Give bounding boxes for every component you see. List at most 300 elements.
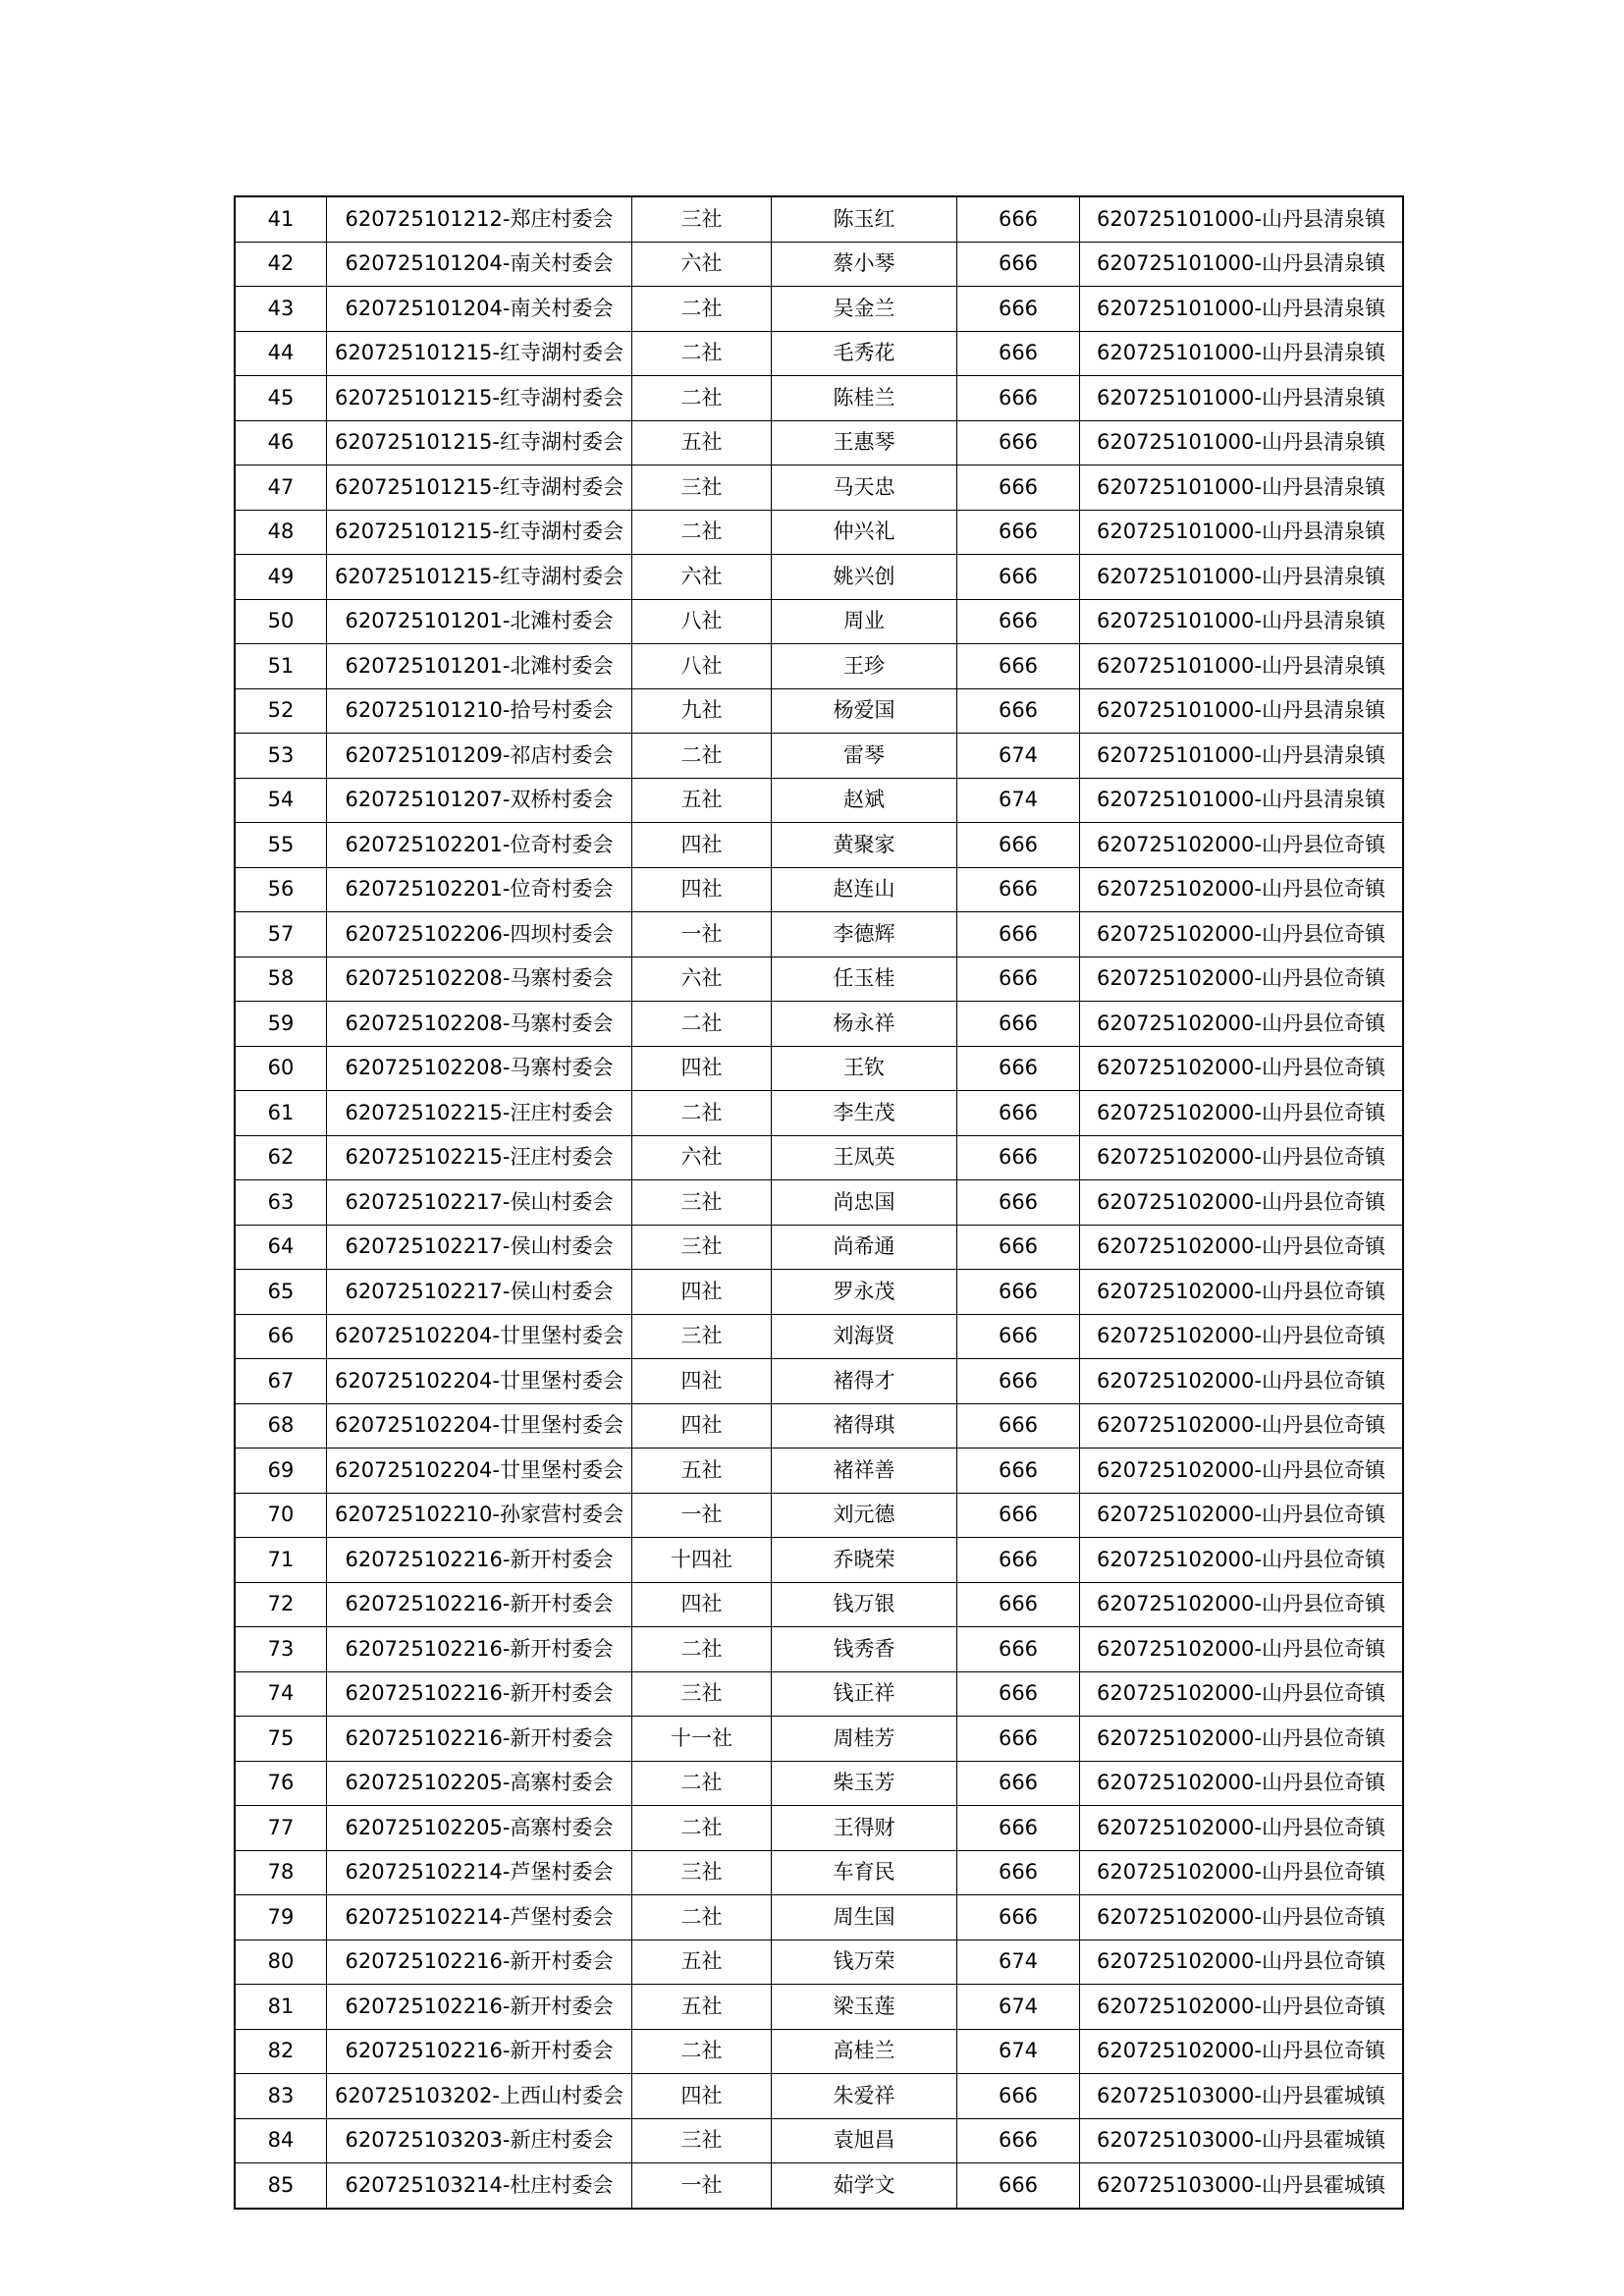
cell-township: 620725103000-山丹县霍城镇 (1080, 2163, 1404, 2209)
cell-row-number: 44 (235, 331, 327, 376)
cell-amount: 666 (957, 196, 1080, 242)
cell-village-group: 六社 (632, 242, 772, 287)
cell-row-number: 73 (235, 1627, 327, 1672)
cell-person-name: 尚忠国 (772, 1180, 957, 1226)
cell-village-committee: 620725102205-高寨村委会 (327, 1806, 632, 1851)
cell-row-number: 79 (235, 1895, 327, 1941)
cell-village-group: 二社 (632, 734, 772, 779)
cell-village-committee: 620725103203-新庄村委会 (327, 2118, 632, 2163)
cell-village-committee: 620725102214-芦堡村委会 (327, 1895, 632, 1941)
cell-amount: 666 (957, 1493, 1080, 1538)
cell-amount: 666 (957, 1403, 1080, 1449)
cell-village-committee: 620725101215-红寺湖村委会 (327, 331, 632, 376)
cell-village-committee: 620725102216-新开村委会 (327, 1538, 632, 1583)
table-row (235, 287, 1403, 332)
cell-village-group: 六社 (632, 555, 772, 600)
cell-township: 620725102000-山丹县位奇镇 (1080, 1225, 1404, 1270)
cell-village-group: 四社 (632, 823, 772, 868)
cell-person-name: 蔡小琴 (772, 242, 957, 287)
cell-village-group: 四社 (632, 1403, 772, 1449)
cell-village-committee: 620725102216-新开村委会 (327, 1671, 632, 1717)
cell-village-committee: 620725103214-杜庄村委会 (327, 2163, 632, 2209)
cell-village-group: 二社 (632, 2029, 772, 2074)
cell-village-committee: 620725101204-南关村委会 (327, 242, 632, 287)
cell-person-name: 黄聚家 (772, 823, 957, 868)
cell-village-group: 二社 (632, 1002, 772, 1047)
cell-row-number: 69 (235, 1449, 327, 1494)
cell-amount: 674 (957, 1985, 1080, 2030)
table-row (235, 331, 1403, 376)
cell-person-name: 褚得琪 (772, 1403, 957, 1449)
cell-row-number: 67 (235, 1359, 327, 1404)
cell-village-group: 五社 (632, 420, 772, 465)
cell-row-number: 42 (235, 242, 327, 287)
cell-village-group: 二社 (632, 510, 772, 555)
cell-township: 620725102000-山丹县位奇镇 (1080, 1359, 1404, 1404)
cell-village-committee: 620725102208-马寨村委会 (327, 1046, 632, 1091)
cell-village-group: 三社 (632, 1671, 772, 1717)
cell-amount: 666 (957, 1180, 1080, 1226)
cell-person-name: 褚祥善 (772, 1449, 957, 1494)
cell-township: 620725102000-山丹县位奇镇 (1080, 1314, 1404, 1359)
table-row (235, 1046, 1403, 1091)
cell-row-number: 45 (235, 376, 327, 421)
cell-amount: 666 (957, 1717, 1080, 1762)
cell-township: 620725102000-山丹县位奇镇 (1080, 1761, 1404, 1806)
cell-person-name: 李生茂 (772, 1091, 957, 1136)
cell-row-number: 46 (235, 420, 327, 465)
cell-village-group: 二社 (632, 1806, 772, 1851)
cell-person-name: 雷琴 (772, 734, 957, 779)
table-row (235, 1359, 1403, 1404)
cell-row-number: 84 (235, 2118, 327, 2163)
table-row (235, 2029, 1403, 2074)
cell-person-name: 吴金兰 (772, 287, 957, 332)
table-row (235, 1091, 1403, 1136)
cell-village-group: 一社 (632, 912, 772, 957)
table-row (235, 242, 1403, 287)
table-row (235, 1582, 1403, 1627)
cell-row-number: 53 (235, 734, 327, 779)
cell-township: 620725101000-山丹县清泉镇 (1080, 688, 1404, 734)
table-row (235, 1180, 1403, 1226)
table-row (235, 644, 1403, 689)
table-row (235, 1314, 1403, 1359)
cell-village-committee: 620725102201-位奇村委会 (327, 867, 632, 912)
cell-row-number: 66 (235, 1314, 327, 1359)
cell-village-group: 五社 (632, 1985, 772, 2030)
cell-village-group: 五社 (632, 1449, 772, 1494)
table-row (235, 376, 1403, 421)
table-row (235, 1985, 1403, 2030)
cell-person-name: 尚希通 (772, 1225, 957, 1270)
table-row (235, 1627, 1403, 1672)
cell-village-group: 二社 (632, 376, 772, 421)
cell-row-number: 57 (235, 912, 327, 957)
table-row (235, 599, 1403, 644)
cell-person-name: 陈玉红 (772, 196, 957, 242)
cell-row-number: 78 (235, 1850, 327, 1895)
cell-amount: 666 (957, 2118, 1080, 2163)
cell-person-name: 王钦 (772, 1046, 957, 1091)
cell-person-name: 赵连山 (772, 867, 957, 912)
cell-amount: 666 (957, 1850, 1080, 1895)
cell-row-number: 76 (235, 1761, 327, 1806)
table-row (235, 867, 1403, 912)
cell-person-name: 袁旭昌 (772, 2118, 957, 2163)
cell-row-number: 58 (235, 957, 327, 1002)
table-row (235, 957, 1403, 1002)
cell-amount: 666 (957, 1091, 1080, 1136)
cell-village-committee: 620725102204-廿里堡村委会 (327, 1314, 632, 1359)
cell-village-group: 二社 (632, 1091, 772, 1136)
cell-row-number: 43 (235, 287, 327, 332)
cell-village-group: 二社 (632, 331, 772, 376)
cell-row-number: 74 (235, 1671, 327, 1717)
table-row (235, 465, 1403, 511)
table-row (235, 1761, 1403, 1806)
cell-township: 620725102000-山丹县位奇镇 (1080, 823, 1404, 868)
table-row (235, 2163, 1403, 2209)
cell-row-number: 75 (235, 1717, 327, 1762)
cell-amount: 666 (957, 1582, 1080, 1627)
cell-row-number: 64 (235, 1225, 327, 1270)
cell-person-name: 钱秀香 (772, 1627, 957, 1672)
cell-village-committee: 620725101207-双桥村委会 (327, 778, 632, 823)
cell-township: 620725102000-山丹县位奇镇 (1080, 1985, 1404, 2030)
cell-village-group: 四社 (632, 2074, 772, 2119)
table-row (235, 555, 1403, 600)
cell-township: 620725102000-山丹县位奇镇 (1080, 957, 1404, 1002)
table-row (235, 1717, 1403, 1762)
cell-amount: 666 (957, 1761, 1080, 1806)
cell-village-committee: 620725102214-芦堡村委会 (327, 1850, 632, 1895)
cell-village-committee: 620725101215-红寺湖村委会 (327, 555, 632, 600)
table-row (235, 510, 1403, 555)
cell-village-committee: 620725102204-廿里堡村委会 (327, 1403, 632, 1449)
cell-township: 620725102000-山丹县位奇镇 (1080, 1270, 1404, 1315)
cell-person-name: 朱爱祥 (772, 2074, 957, 2119)
cell-row-number: 50 (235, 599, 327, 644)
cell-person-name: 王珍 (772, 644, 957, 689)
cell-row-number: 48 (235, 510, 327, 555)
cell-village-committee: 620725102216-新开村委会 (327, 1940, 632, 1985)
cell-village-committee: 620725102208-马寨村委会 (327, 1002, 632, 1047)
cell-row-number: 49 (235, 555, 327, 600)
cell-person-name: 王凤英 (772, 1135, 957, 1180)
cell-row-number: 59 (235, 1002, 327, 1047)
cell-village-committee: 620725102216-新开村委会 (327, 1985, 632, 2030)
table-row (235, 1270, 1403, 1315)
cell-person-name: 柴玉芳 (772, 1761, 957, 1806)
cell-township: 620725101000-山丹县清泉镇 (1080, 196, 1404, 242)
cell-village-committee: 620725102217-侯山村委会 (327, 1225, 632, 1270)
cell-village-committee: 620725102204-廿里堡村委会 (327, 1359, 632, 1404)
cell-person-name: 任玉桂 (772, 957, 957, 1002)
cell-row-number: 72 (235, 1582, 327, 1627)
table-row (235, 1002, 1403, 1047)
cell-amount: 666 (957, 1225, 1080, 1270)
cell-amount: 674 (957, 734, 1080, 779)
cell-amount: 666 (957, 644, 1080, 689)
cell-amount: 666 (957, 957, 1080, 1002)
table-row (235, 1493, 1403, 1538)
cell-village-group: 六社 (632, 957, 772, 1002)
cell-village-group: 一社 (632, 2163, 772, 2209)
cell-village-group: 四社 (632, 1359, 772, 1404)
cell-township: 620725101000-山丹县清泉镇 (1080, 734, 1404, 779)
table-row (235, 1225, 1403, 1270)
cell-township: 620725102000-山丹县位奇镇 (1080, 1135, 1404, 1180)
cell-village-committee: 620725102208-马寨村委会 (327, 957, 632, 1002)
cell-village-group: 三社 (632, 1850, 772, 1895)
cell-village-group: 五社 (632, 1940, 772, 1985)
table-row (235, 912, 1403, 957)
cell-township: 620725102000-山丹县位奇镇 (1080, 1493, 1404, 1538)
cell-person-name: 杨永祥 (772, 1002, 957, 1047)
cell-township: 620725103000-山丹县霍城镇 (1080, 2118, 1404, 2163)
cell-village-committee: 620725101201-北滩村委会 (327, 599, 632, 644)
cell-township: 620725102000-山丹县位奇镇 (1080, 1940, 1404, 1985)
cell-amount: 666 (957, 420, 1080, 465)
cell-village-group: 三社 (632, 1180, 772, 1226)
cell-amount: 666 (957, 287, 1080, 332)
cell-amount: 666 (957, 555, 1080, 600)
cell-amount: 666 (957, 1359, 1080, 1404)
cell-township: 620725102000-山丹县位奇镇 (1080, 1717, 1404, 1762)
cell-village-committee: 620725101215-红寺湖村委会 (327, 376, 632, 421)
cell-village-group: 九社 (632, 688, 772, 734)
cell-person-name: 梁玉莲 (772, 1985, 957, 2030)
cell-amount: 666 (957, 912, 1080, 957)
cell-township: 620725101000-山丹县清泉镇 (1080, 331, 1404, 376)
cell-row-number: 54 (235, 778, 327, 823)
table-row (235, 688, 1403, 734)
cell-person-name: 陈桂兰 (772, 376, 957, 421)
cell-person-name: 高桂兰 (772, 2029, 957, 2074)
cell-person-name: 仲兴礼 (772, 510, 957, 555)
data-table (234, 195, 1404, 2210)
table-row (235, 420, 1403, 465)
cell-township: 620725102000-山丹县位奇镇 (1080, 1538, 1404, 1583)
cell-row-number: 56 (235, 867, 327, 912)
cell-township: 620725102000-山丹县位奇镇 (1080, 1180, 1404, 1226)
cell-village-committee: 620725102216-新开村委会 (327, 1717, 632, 1762)
cell-person-name: 刘元德 (772, 1493, 957, 1538)
cell-row-number: 63 (235, 1180, 327, 1226)
cell-person-name: 姚兴创 (772, 555, 957, 600)
cell-township: 620725101000-山丹县清泉镇 (1080, 376, 1404, 421)
cell-amount: 666 (957, 1002, 1080, 1047)
cell-person-name: 周桂芳 (772, 1717, 957, 1762)
cell-row-number: 55 (235, 823, 327, 868)
cell-village-group: 四社 (632, 867, 772, 912)
cell-amount: 666 (957, 1314, 1080, 1359)
cell-amount: 666 (957, 1806, 1080, 1851)
cell-village-group: 二社 (632, 287, 772, 332)
cell-person-name: 周业 (772, 599, 957, 644)
cell-row-number: 83 (235, 2074, 327, 2119)
cell-village-group: 三社 (632, 2118, 772, 2163)
cell-person-name: 乔晓荣 (772, 1538, 957, 1583)
cell-village-group: 八社 (632, 599, 772, 644)
cell-village-committee: 620725102215-汪庄村委会 (327, 1091, 632, 1136)
cell-village-group: 三社 (632, 1225, 772, 1270)
cell-amount: 674 (957, 1940, 1080, 1985)
table-row (235, 2118, 1403, 2163)
cell-village-group: 三社 (632, 465, 772, 511)
cell-amount: 666 (957, 867, 1080, 912)
cell-township: 620725102000-山丹县位奇镇 (1080, 1895, 1404, 1941)
cell-village-committee: 620725101212-郑庄村委会 (327, 196, 632, 242)
cell-row-number: 68 (235, 1403, 327, 1449)
cell-person-name: 钱万荣 (772, 1940, 957, 1985)
cell-amount: 666 (957, 599, 1080, 644)
cell-amount: 674 (957, 2029, 1080, 2074)
cell-village-group: 四社 (632, 1270, 772, 1315)
cell-amount: 666 (957, 1046, 1080, 1091)
cell-village-group: 十四社 (632, 1538, 772, 1583)
cell-village-group: 六社 (632, 1135, 772, 1180)
cell-township: 620725102000-山丹县位奇镇 (1080, 2029, 1404, 2074)
table-row (235, 1850, 1403, 1895)
cell-row-number: 41 (235, 196, 327, 242)
table-row (235, 1449, 1403, 1494)
cell-person-name: 毛秀花 (772, 331, 957, 376)
cell-township: 620725101000-山丹县清泉镇 (1080, 510, 1404, 555)
cell-township: 620725101000-山丹县清泉镇 (1080, 242, 1404, 287)
table-row (235, 1895, 1403, 1941)
cell-row-number: 70 (235, 1493, 327, 1538)
cell-township: 620725102000-山丹县位奇镇 (1080, 1046, 1404, 1091)
cell-township: 620725102000-山丹县位奇镇 (1080, 1671, 1404, 1717)
cell-village-committee: 620725102217-侯山村委会 (327, 1270, 632, 1315)
cell-amount: 666 (957, 376, 1080, 421)
cell-amount: 666 (957, 1449, 1080, 1494)
cell-village-committee: 620725101210-拾号村委会 (327, 688, 632, 734)
table-row (235, 823, 1403, 868)
table-body (235, 196, 1403, 2209)
cell-village-committee: 620725101215-红寺湖村委会 (327, 510, 632, 555)
cell-village-group: 四社 (632, 1046, 772, 1091)
table-row (235, 1940, 1403, 1985)
table-row (235, 1135, 1403, 1180)
cell-person-name: 钱正祥 (772, 1671, 957, 1717)
cell-village-committee: 620725101204-南关村委会 (327, 287, 632, 332)
cell-village-committee: 620725101215-红寺湖村委会 (327, 465, 632, 511)
cell-person-name: 李德辉 (772, 912, 957, 957)
cell-township: 620725102000-山丹县位奇镇 (1080, 912, 1404, 957)
cell-amount: 666 (957, 465, 1080, 511)
cell-amount: 666 (957, 1270, 1080, 1315)
cell-amount: 666 (957, 331, 1080, 376)
cell-township: 620725101000-山丹县清泉镇 (1080, 555, 1404, 600)
cell-township: 620725102000-山丹县位奇镇 (1080, 1582, 1404, 1627)
cell-village-committee: 620725102204-廿里堡村委会 (327, 1449, 632, 1494)
table-row (235, 1538, 1403, 1583)
table-row (235, 1671, 1403, 1717)
table-row (235, 196, 1403, 242)
cell-row-number: 60 (235, 1046, 327, 1091)
cell-person-name: 王得财 (772, 1806, 957, 1851)
cell-village-group: 十一社 (632, 1717, 772, 1762)
cell-amount: 666 (957, 510, 1080, 555)
cell-township: 620725102000-山丹县位奇镇 (1080, 1403, 1404, 1449)
cell-amount: 674 (957, 778, 1080, 823)
table-row (235, 734, 1403, 779)
cell-amount: 666 (957, 1627, 1080, 1672)
table-row (235, 1403, 1403, 1449)
cell-person-name: 刘海贤 (772, 1314, 957, 1359)
table-row (235, 1806, 1403, 1851)
cell-amount: 666 (957, 2074, 1080, 2119)
cell-row-number: 77 (235, 1806, 327, 1851)
cell-person-name: 周生国 (772, 1895, 957, 1941)
cell-person-name: 褚得才 (772, 1359, 957, 1404)
cell-village-committee: 620725103202-上西山村委会 (327, 2074, 632, 2119)
cell-amount: 666 (957, 688, 1080, 734)
cell-township: 620725101000-山丹县清泉镇 (1080, 644, 1404, 689)
cell-row-number: 52 (235, 688, 327, 734)
cell-township: 620725101000-山丹县清泉镇 (1080, 599, 1404, 644)
cell-township: 620725102000-山丹县位奇镇 (1080, 1449, 1404, 1494)
cell-person-name: 赵斌 (772, 778, 957, 823)
cell-person-name: 车育民 (772, 1850, 957, 1895)
cell-amount: 666 (957, 823, 1080, 868)
cell-village-committee: 620725102210-孙家营村委会 (327, 1493, 632, 1538)
cell-row-number: 85 (235, 2163, 327, 2209)
cell-village-committee: 620725102201-位奇村委会 (327, 823, 632, 868)
cell-village-group: 五社 (632, 778, 772, 823)
cell-village-group: 三社 (632, 1314, 772, 1359)
cell-village-group: 四社 (632, 1582, 772, 1627)
cell-township: 620725102000-山丹县位奇镇 (1080, 1627, 1404, 1672)
cell-person-name: 马天忠 (772, 465, 957, 511)
cell-village-committee: 620725102216-新开村委会 (327, 1582, 632, 1627)
cell-village-committee: 620725102206-四坝村委会 (327, 912, 632, 957)
cell-village-committee: 620725102205-高寨村委会 (327, 1761, 632, 1806)
table-row (235, 2074, 1403, 2119)
cell-village-group: 一社 (632, 1493, 772, 1538)
cell-amount: 666 (957, 2163, 1080, 2209)
cell-township: 620725101000-山丹县清泉镇 (1080, 778, 1404, 823)
cell-amount: 666 (957, 242, 1080, 287)
cell-township: 620725101000-山丹县清泉镇 (1080, 420, 1404, 465)
cell-township: 620725101000-山丹县清泉镇 (1080, 287, 1404, 332)
cell-village-committee: 620725102215-汪庄村委会 (327, 1135, 632, 1180)
table-row (235, 778, 1403, 823)
cell-township: 620725102000-山丹县位奇镇 (1080, 1850, 1404, 1895)
cell-village-group: 三社 (632, 196, 772, 242)
cell-village-group: 二社 (632, 1761, 772, 1806)
cell-row-number: 82 (235, 2029, 327, 2074)
cell-township: 620725101000-山丹县清泉镇 (1080, 465, 1404, 511)
cell-township: 620725102000-山丹县位奇镇 (1080, 1806, 1404, 1851)
cell-row-number: 81 (235, 1985, 327, 2030)
cell-township: 620725103000-山丹县霍城镇 (1080, 2074, 1404, 2119)
cell-village-group: 二社 (632, 1895, 772, 1941)
cell-row-number: 62 (235, 1135, 327, 1180)
cell-person-name: 罗永茂 (772, 1270, 957, 1315)
cell-amount: 666 (957, 1671, 1080, 1717)
cell-amount: 666 (957, 1135, 1080, 1180)
cell-row-number: 65 (235, 1270, 327, 1315)
cell-village-committee: 620725102216-新开村委会 (327, 1627, 632, 1672)
cell-row-number: 80 (235, 1940, 327, 1985)
cell-village-committee: 620725101209-祁店村委会 (327, 734, 632, 779)
cell-person-name: 茹学文 (772, 2163, 957, 2209)
cell-row-number: 51 (235, 644, 327, 689)
